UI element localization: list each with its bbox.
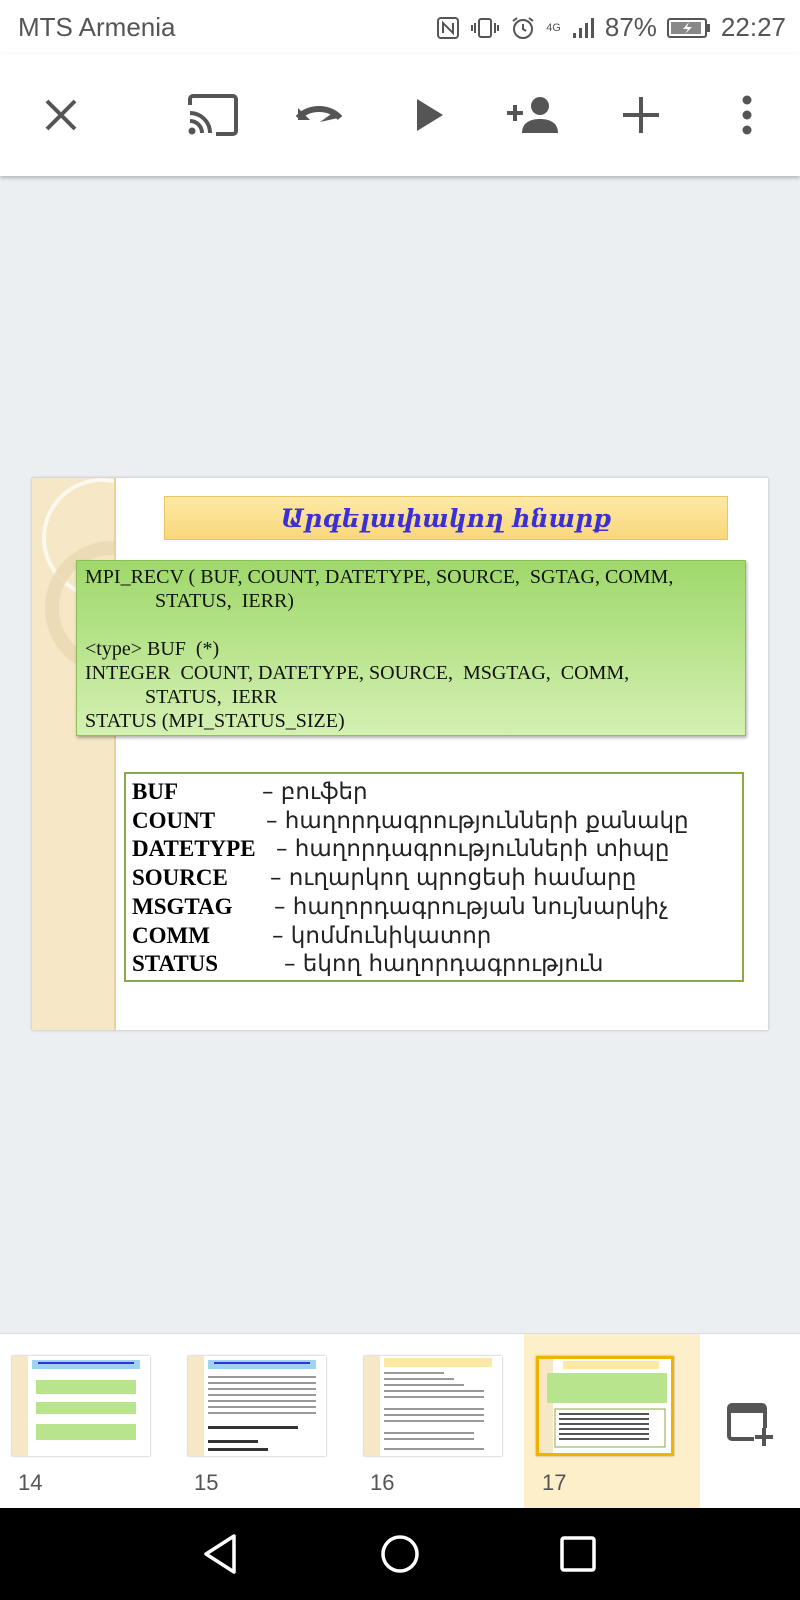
app-toolbar [0, 54, 800, 176]
system-navigation-bar [0, 1508, 800, 1600]
definition-key: BUF [132, 779, 178, 804]
present-button[interactable] [282, 78, 356, 152]
code-line: STATUS (MPI_STATUS_SIZE) [85, 710, 345, 732]
thumbnail-number: 14 [18, 1470, 43, 1495]
thumbnail-preview [539, 1359, 671, 1453]
code-line: MPI_RECV ( BUF, COUNT, DATETYPE, SOURCE, SGTAG, COMM, [85, 566, 674, 588]
definition-row [132, 807, 736, 836]
thumbnail-number: 16 [370, 1470, 395, 1495]
thumbnail-number: 17 [542, 1470, 567, 1495]
battery-charging-icon [667, 17, 711, 39]
definition-key: DATETYPE [132, 836, 256, 862]
definition-row [132, 922, 736, 951]
thumbnail-image [536, 1356, 674, 1456]
definition-key: STATUS [132, 951, 219, 977]
plus-icon [621, 95, 661, 135]
definition-row [132, 950, 736, 979]
nfc-icon [436, 16, 460, 40]
slide-thumbnail-17[interactable] [524, 1334, 700, 1509]
add-slide-button[interactable] [604, 78, 678, 152]
definition-row [132, 864, 736, 893]
definition-value: – հաղորդագրությունների քանակը [266, 807, 689, 834]
definition-row [132, 835, 736, 864]
battery-percent: 87% [604, 12, 657, 42]
alarm-icon [510, 15, 536, 41]
slide-thumbnail-15[interactable] [176, 1334, 352, 1509]
definition-key: COMM [132, 922, 210, 948]
status-bar [0, 0, 800, 54]
add-slide-icon [726, 1402, 774, 1446]
slide-thumbnail-strip [0, 1333, 800, 1509]
play-button[interactable] [392, 78, 466, 152]
network-type: 4G [546, 21, 561, 34]
current-slide[interactable] [32, 478, 768, 1030]
thumbnail-preview [364, 1356, 502, 1456]
definition-value: – հաղորդագրության նույնարկիչ [274, 893, 669, 920]
add-person-icon [505, 95, 561, 135]
thumbnail-image [188, 1356, 326, 1456]
thumbnail-preview [188, 1356, 326, 1456]
definition-key: SOURCE [132, 865, 228, 891]
definition-key: MSGTAG [132, 893, 233, 919]
clock: 22:27 [720, 12, 786, 42]
back-button[interactable] [196, 1528, 248, 1580]
definition-row [132, 778, 736, 807]
recents-icon [552, 1528, 604, 1580]
share-button[interactable] [496, 78, 570, 152]
more-vert-icon [740, 95, 754, 135]
cast-button[interactable] [176, 78, 250, 152]
new-slide-button[interactable] [726, 1402, 774, 1446]
thumbnail-image [12, 1356, 150, 1456]
code-box [76, 560, 746, 736]
definition-value: – կոմմունիկատոր [272, 922, 492, 949]
code-line: STATUS, IERR) [85, 590, 294, 612]
status-icons [436, 12, 786, 43]
more-options-button[interactable] [710, 78, 784, 152]
cast-icon [186, 93, 240, 137]
definition-value: – բուֆեր [262, 779, 368, 805]
play-icon [413, 97, 445, 133]
thumbnail-image [364, 1356, 502, 1456]
definition-value: – հաղորդագրությունների տիպը [276, 836, 670, 863]
recents-button[interactable] [552, 1528, 604, 1580]
code-line: <type> BUF (*) [85, 638, 220, 660]
signal-icon [571, 16, 595, 40]
present-icon [294, 100, 344, 130]
definition-value: – ուղարկող պրոցեսի համարը [270, 865, 637, 892]
thumbnail-preview [12, 1356, 150, 1456]
definitions-box [124, 772, 744, 982]
back-icon [196, 1528, 248, 1580]
carrier-name: MTS Armenia [18, 12, 176, 42]
definition-key: COUNT [132, 807, 216, 833]
home-icon [374, 1528, 426, 1580]
definition-row [132, 893, 736, 922]
slide-title: Արգելափակող հնարք [164, 496, 728, 540]
code-line [85, 613, 737, 637]
definition-value: – եկող հաղորդագրություն [284, 951, 604, 978]
thumbnail-number: 15 [194, 1470, 219, 1495]
vibrate-icon [470, 16, 500, 40]
code-line: STATUS, IERR [85, 686, 278, 708]
close-button[interactable] [24, 78, 98, 152]
slide-thumbnail-14[interactable] [0, 1334, 176, 1509]
home-button[interactable] [374, 1528, 426, 1580]
close-icon [41, 95, 81, 135]
slide-thumbnail-16[interactable] [352, 1334, 528, 1509]
code-line: INTEGER COUNT, DATETYPE, SOURCE, MSGTAG, COMM, [85, 662, 630, 684]
